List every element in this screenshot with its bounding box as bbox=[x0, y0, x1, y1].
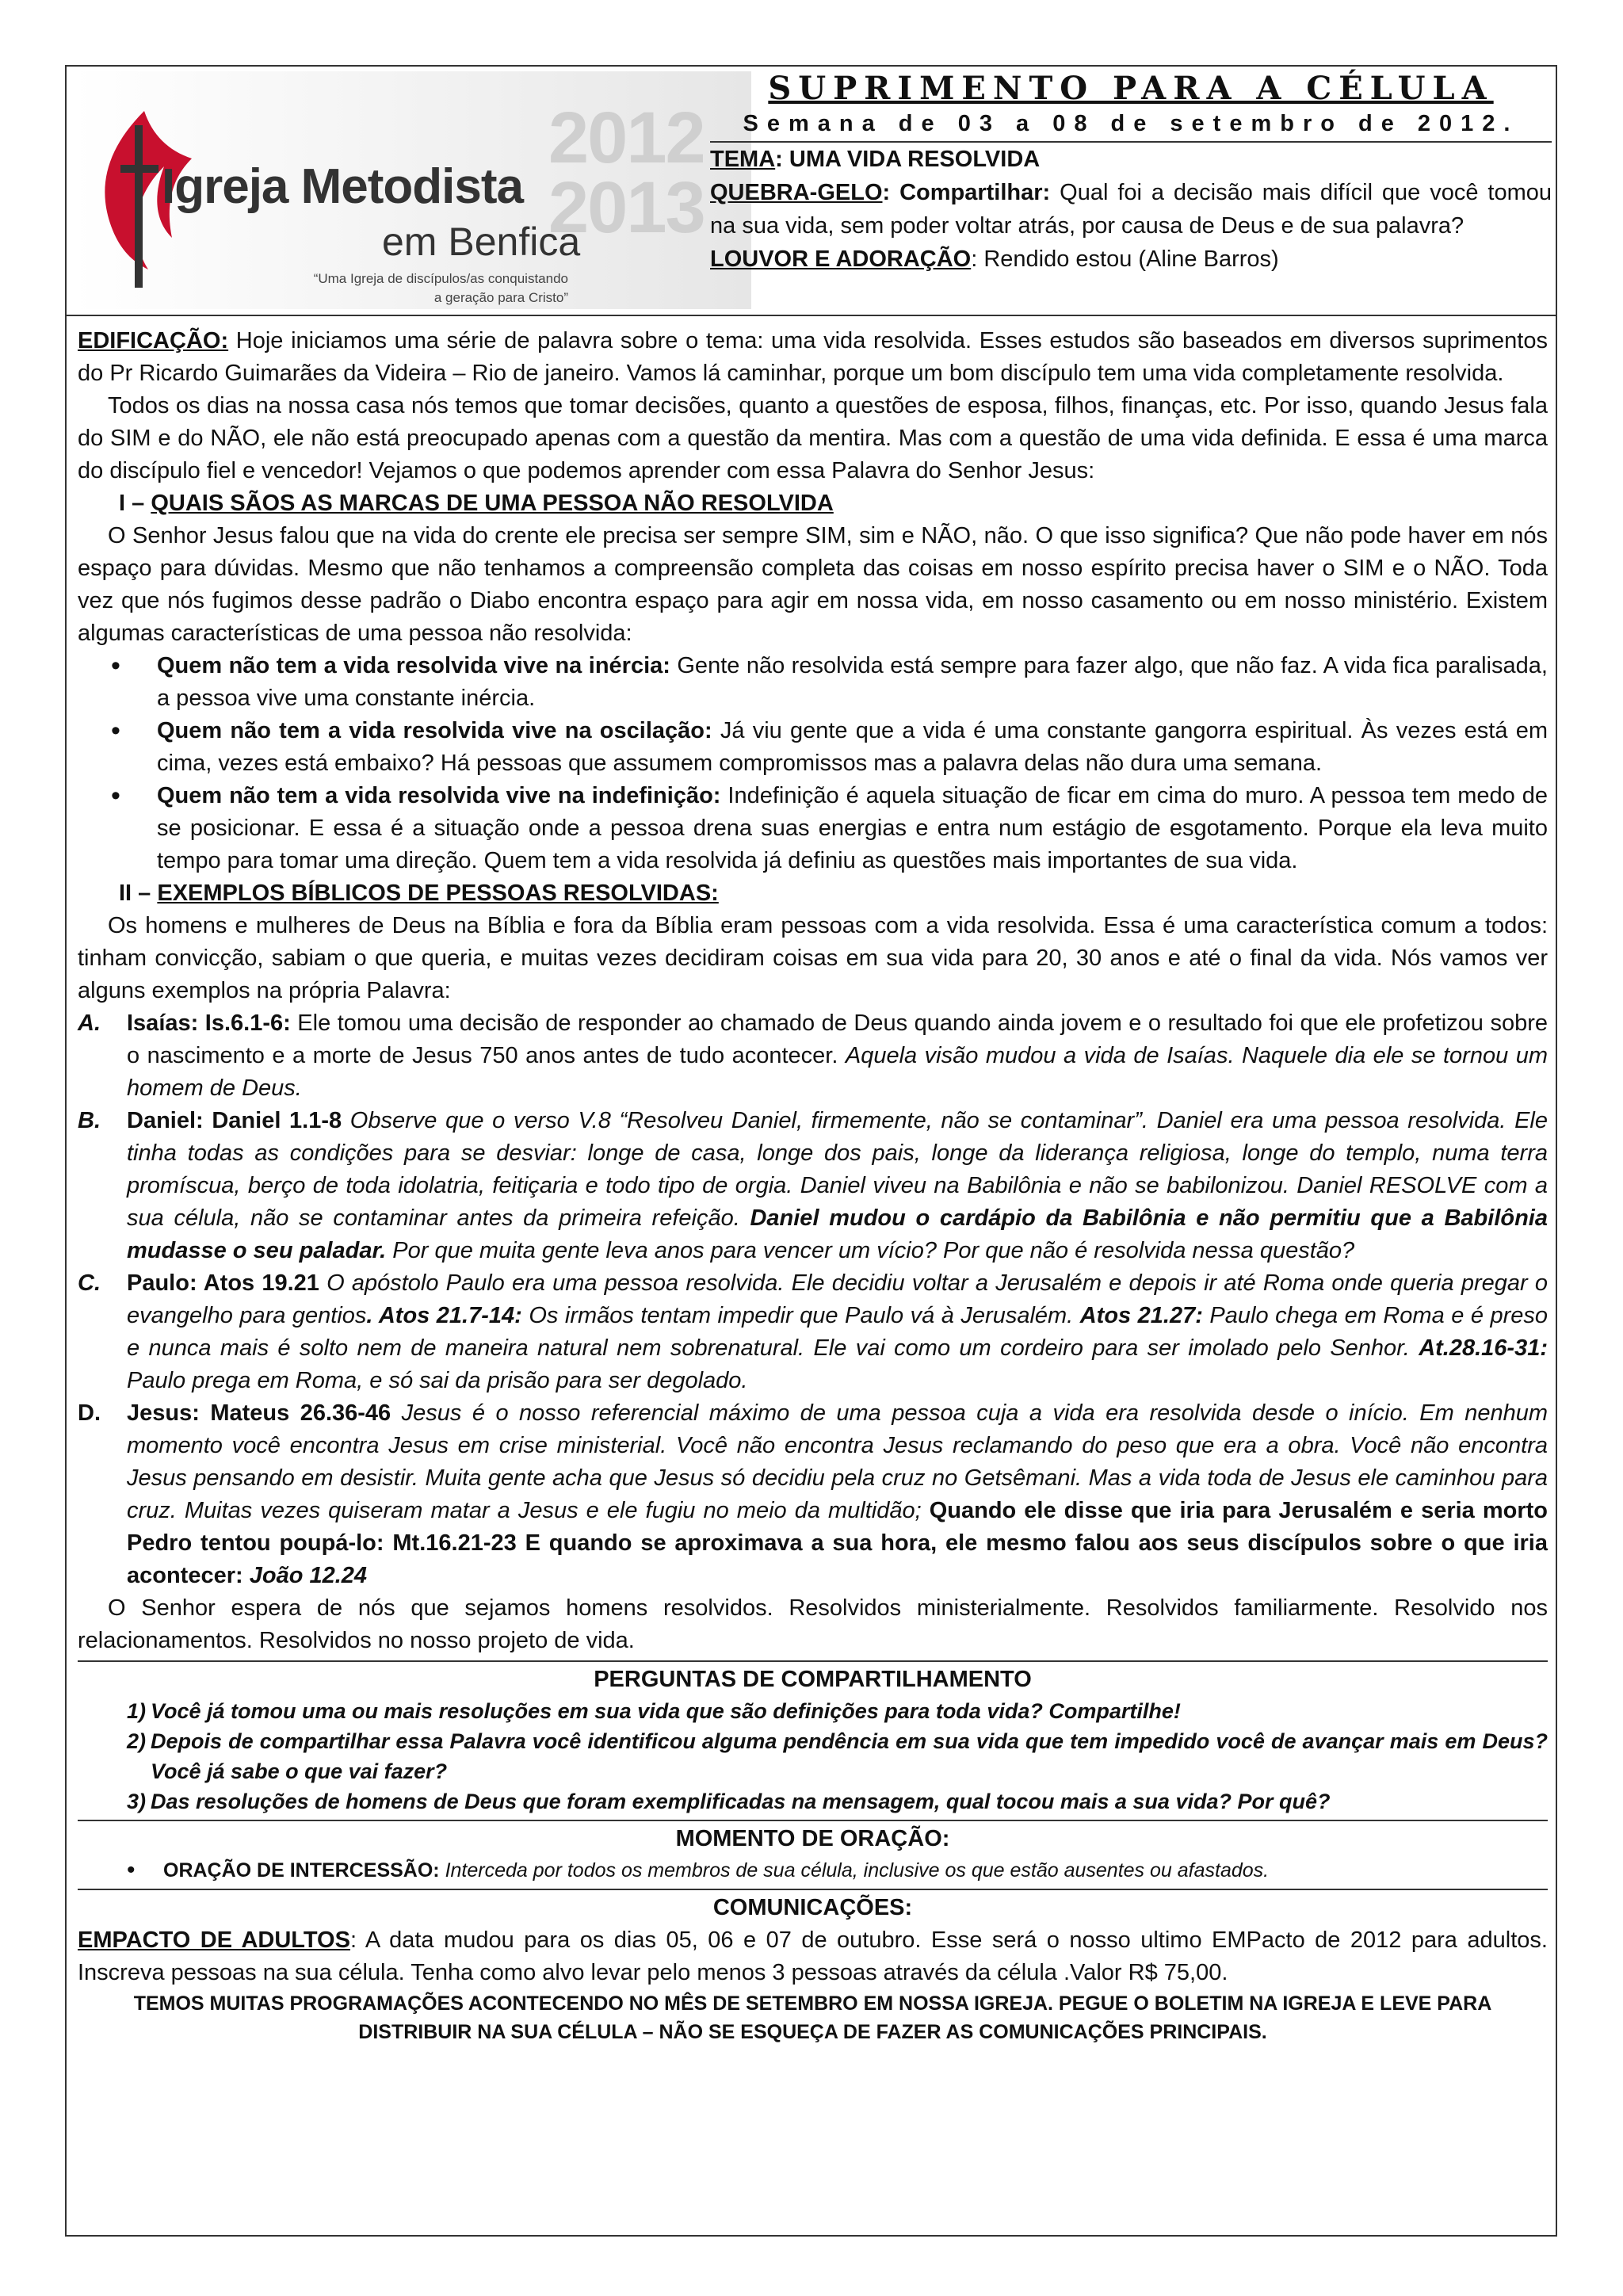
question-number: 3) bbox=[127, 1790, 147, 1813]
bullet-text: Indefinição é aquela situação de ficar em cima do muro. A pessoa tem medo de se posicionar. E essa é a situação onde a pessoa drena suas energias e entra num estágio de esgotamento. Porque ela leva muito tempo para tomar uma direção. Quem tem a vida resolvida já definiu as questões mais importantes de sua vida. bbox=[157, 783, 1548, 873]
oracao-lead: ORAÇÃO DE INTERCESSÃO: bbox=[163, 1859, 440, 1881]
section-2-heading bbox=[119, 877, 1548, 910]
bullet-text: Gente não resolvida está sempre para fazer algo, que não faz. A vida fica paralisada, a pessoa vive uma constante inércia. bbox=[157, 653, 1548, 711]
motto-line-1: “Uma Igreja de discípulos/as conquistando bbox=[313, 271, 568, 286]
section-2-title: EXEMPLOS BÍBLICOS DE PESSOAS RESOLVIDAS: bbox=[157, 881, 719, 906]
question-text: Você já tomou uma ou mais resoluções em sua vida que são definições para toda vida? Compartilhe! bbox=[151, 1699, 1181, 1723]
divider bbox=[78, 1660, 1548, 1662]
comunicacoes-title: COMUNICAÇÕES: bbox=[712, 1895, 913, 1920]
question-text: Depois de compartilhar essa Palavra você identificou alguma pendência em sua vida que tem impedido você de avançar mais em Deus? Você já sabe o que vai fazer? bbox=[151, 1729, 1548, 1783]
example-ref: João 12.24 bbox=[249, 1563, 368, 1588]
example-label: B. bbox=[78, 1108, 101, 1133]
logo-motto bbox=[299, 269, 568, 308]
example-label: D. bbox=[78, 1400, 101, 1426]
section-1-number: I – bbox=[119, 491, 151, 516]
example-lead: Paulo: Atos 19.21 bbox=[127, 1270, 319, 1296]
example-italic: Aquela visão mudou a vida de Isaías. Naquele dia ele se tornou um homem de Deus. bbox=[127, 1043, 1548, 1101]
edificacao-paragraph bbox=[78, 325, 1548, 390]
tema-value: : UMA VIDA RESOLVIDA bbox=[775, 147, 1041, 172]
oracao-item bbox=[78, 1855, 1548, 1885]
example-lead: Jesus: Mateus 26.36-46 bbox=[127, 1400, 391, 1426]
example-bold: Quando ele disse que iria para Jerusalém e seria morto Pedro tentou poupá-lo: Mt.16.21-23 E quando se aproximava a sua hora, ele mesmo falou aos seus discípulos sobre o que iria acontecer: bbox=[127, 1498, 1548, 1588]
tema-line bbox=[710, 143, 1552, 176]
header-info bbox=[710, 67, 1552, 276]
example-italic: O apóstolo Paulo era uma pessoa resolvida. Ele decidiu voltar a Jerusalém e depois ir até Roma onde queria pregar o evangelho para gentios bbox=[127, 1270, 1548, 1328]
page-title: SUPRIMENTO PARA A CÉLULA bbox=[768, 70, 1494, 107]
bullet-item bbox=[78, 715, 1548, 780]
section-1-intro: O Senhor Jesus falou que na vida do crente ele precisa ser sempre SIM, sim e NÃO, não. O que isso significa? Que não pode haver em nós espaço para dúvidas. Mesmo que não tenhamos a compreensão completa das coisas em nosso espírito precisa haver o SIM e o NÃO. Toda vez que nós fugimos desse padrão o Diabo encontra espaço para agir em nossa vida, em nosso casamento ou em nosso ministério. Existem algumas características de uma pessoa não resolvida: bbox=[78, 523, 1548, 646]
motto-line-2: a geração para Cristo” bbox=[433, 290, 568, 305]
content-body bbox=[78, 325, 1548, 2046]
question-number: 2) bbox=[127, 1729, 147, 1753]
section-2-intro: Os homens e mulheres de Deus na Bíblia e fora da Bíblia eram pessoas com a vida resolvida. Essa é uma característica comum a todos: tinham convicção, sabiam o que queria, e muitas vezes decidiram coisas em sua vida para 20, 30 anos e até o final da vida. Nós vamos ver alguns exemplos na própria Palavra: bbox=[78, 913, 1548, 1003]
section-2-number: II – bbox=[119, 881, 158, 906]
quebra-text: Qual foi a decisão mais difícil que você tomou na sua vida, sem poder voltar atrás, por causa de Deus e de sua palavra? bbox=[710, 180, 1552, 239]
week-range: Semana de 03 a 08 de setembro de 2012. bbox=[710, 108, 1552, 143]
question-item bbox=[78, 1726, 1548, 1786]
example-bold-italic: Daniel mudou o cardápio da Babilônia e não permitiu que a Babilônia mudasse o seu paladar. bbox=[127, 1205, 1548, 1263]
oracao-title: MOMENTO DE ORAÇÃO: bbox=[675, 1826, 950, 1851]
section-1-heading bbox=[119, 487, 1548, 520]
comunicacoes-lead: EMPACTO DE ADULTOS bbox=[78, 1927, 350, 1953]
question-item bbox=[78, 1696, 1548, 1726]
louvor-line bbox=[710, 243, 1552, 276]
example-italic: Paulo chega em Roma e é preso e nunca mais é solto nem de maneira natural nem sobrenatural. Ele vai como um cordeiro para ser imolado pelo Senhor. bbox=[127, 1303, 1548, 1361]
example-label: A. bbox=[78, 1010, 101, 1036]
example-label: C. bbox=[78, 1270, 101, 1296]
example-italic: Jesus é o nosso referencial máximo de uma pessoa cuja a vida era resolvida desde o início. Em nenhum momento você encontra Jesus em crise ministerial. Você não encontra Jesus reclamando do peso que era a obra. Você não encontra Jesus pensando em desistir. Muita gente acha que Jesus só decidiu pela cruz no Getsêmani. Mas a vida toda de Jesus ele caminhou para cruz. Muitas vezes quiseram matar a Jesus e ele fugiu no meio da multidão; bbox=[127, 1400, 1549, 1523]
example-isaias bbox=[78, 1007, 1548, 1105]
bullet-lead: Quem não tem a vida resolvida vive na oscilação: bbox=[157, 718, 712, 743]
louvor-text: : Rendido estou (Aline Barros) bbox=[971, 246, 1279, 272]
example-ref: Atos 21.27: bbox=[1079, 1303, 1203, 1328]
example-ref: . Atos 21.7-14: bbox=[366, 1303, 522, 1328]
example-paulo bbox=[78, 1267, 1548, 1397]
example-lead: Daniel: Daniel 1.1-8 bbox=[127, 1108, 342, 1133]
question-item bbox=[78, 1786, 1548, 1817]
document-frame bbox=[65, 65, 1557, 2237]
comunicacoes-paragraph bbox=[78, 1924, 1548, 1989]
cross-icon bbox=[135, 125, 143, 288]
louvor-label: LOUVOR E ADORAÇÃO bbox=[710, 246, 972, 272]
section-1-title: QUAIS SÃOS AS MARCAS DE UMA PESSOA NÃO RESOLVIDA bbox=[151, 491, 834, 516]
example-ref: At.28.16-31: bbox=[1419, 1335, 1548, 1361]
logo-location: em Benfica bbox=[382, 220, 581, 264]
cross-bar bbox=[120, 165, 158, 173]
example-italic: Os irmãos tentam impedir que Paulo vá à Jerusalém. bbox=[521, 1303, 1080, 1328]
example-italic: Por que muita gente leva anos para vencer um vício? Por que não é resolvida nessa questão? bbox=[386, 1238, 1355, 1263]
edificacao-text: Hoje iniciamos uma série de palavra sobre o tema: uma vida resolvida. Esses estudos são baseados em diversos suprimentos do Pr Ricardo Guimarães da Videira – Rio de janeiro. Vamos lá caminhar, porque um bom discípulo tem uma vida completamente resolvida. bbox=[78, 328, 1548, 386]
comunicacoes-text: : A data mudou para os dias 05, 06 e 07 de outubro. Esse será o nosso ultimo EMPacto de 2012 para adultos. Inscreva pessoas na sua célula. Tenha como alvo levar pelo menos 3 pessoas através da célula .Valor R$ 75,00. bbox=[78, 1927, 1548, 1985]
question-text: Das resoluções de homens de Deus que foram exemplificadas na mensagem, qual tocou mais a sua vida? Por quê? bbox=[151, 1790, 1331, 1813]
question-number: 1) bbox=[127, 1699, 147, 1723]
example-text: Ele tomou uma decisão de responder ao chamado de Deus quando ainda jovem e o resultado foi que ele profetizou sobre o nascimento e a morte de Jesus 750 anos antes de tudo acontecer. bbox=[127, 1010, 1548, 1068]
example-daniel bbox=[78, 1105, 1548, 1267]
example-jesus bbox=[78, 1397, 1548, 1592]
logo-years: 2012 2013 bbox=[548, 97, 705, 248]
header bbox=[67, 67, 1556, 316]
perguntas-title: PERGUNTAS DE COMPARTILHAMENTO bbox=[594, 1667, 1032, 1692]
logo-name: Igreja Metodista bbox=[162, 159, 523, 214]
bullet-text: Já viu gente que a vida é uma constante gangorra espiritual. Às vezes está em cima, vezes está embaixo? Há pessoas que assumem compromissos mas a palavra delas não dura uma semana. bbox=[157, 718, 1548, 776]
divider bbox=[78, 1889, 1548, 1890]
quebra-gelo-line bbox=[710, 176, 1552, 243]
edificacao-paragraph-2: Todos os dias na nossa casa nós temos que tomar decisões, quanto a questões de esposa, filhos, finanças, etc. Por isso, quando Jesus fala do SIM e do NÃO, ele não está preocupado apenas com a questão da mentira. Mas com a questão de uma vida definida. E essa é uma marca do discípulo fiel e vencedor! Vejamos o que podemos aprender com essa Palavra do Senhor Jesus: bbox=[78, 393, 1548, 483]
bullet-lead: Quem não tem a vida resolvida vive na indefinição: bbox=[157, 783, 721, 808]
church-logo bbox=[73, 71, 751, 309]
quebra-label: QUEBRA-GELO bbox=[710, 180, 883, 205]
divider bbox=[78, 1820, 1548, 1821]
bullet-lead: Quem não tem a vida resolvida vive na inércia: bbox=[157, 653, 670, 678]
closing-paragraph: O Senhor espera de nós que sejamos homens resolvidos. Resolvidos ministerialmente. Resolvidos familiarmente. Resolvido nos relacionamentos. Resolvidos no nosso projeto de vida. bbox=[78, 1595, 1548, 1653]
quebra-lead: : Compartilhar: bbox=[882, 180, 1051, 205]
example-italic: Paulo prega em Roma, e só sai da prisão para ser degolado. bbox=[127, 1368, 748, 1393]
final-notice: TEMOS MUITAS PROGRAMAÇÕES ACONTECENDO NO MÊS DE SETEMBRO EM NOSSA IGREJA. PEGUE O BOLETIM NA IGREJA E LEVE PARA DISTRIBUIR NA SUA CÉLULA – NÃO SE ESQUEÇA DE FAZER AS COMUNICAÇÕES PRINCIPAIS. bbox=[133, 1992, 1492, 2043]
edificacao-label: EDIFICAÇÃO: bbox=[78, 328, 229, 353]
example-lead: Isaías: Is.6.1-6: bbox=[127, 1010, 291, 1036]
tema-label: TEMA bbox=[710, 147, 776, 172]
oracao-text: Interceda por todos os membros de sua célula, inclusive os que estão ausentes ou afastados. bbox=[439, 1859, 1270, 1881]
example-italic: Observe que o verso V.8 “Resolveu Daniel, firmemente, não se contaminar”. Daniel era uma pessoa resolvida. Ele tinha todas as condições para se desviar: longe de casa, longe dos pais, longe da liderança religiosa, longe do templo, numa terra promíscua, berço de toda idolatria, feitiçaria e todo tipo de orgia. Daniel viveu na Babilônia e não se babilonizou. Daniel RESOLVE com a sua célula, não se contaminar antes da primeira refeição. bbox=[127, 1108, 1548, 1231]
bullet-item bbox=[78, 780, 1548, 877]
bullet-item bbox=[78, 650, 1548, 715]
